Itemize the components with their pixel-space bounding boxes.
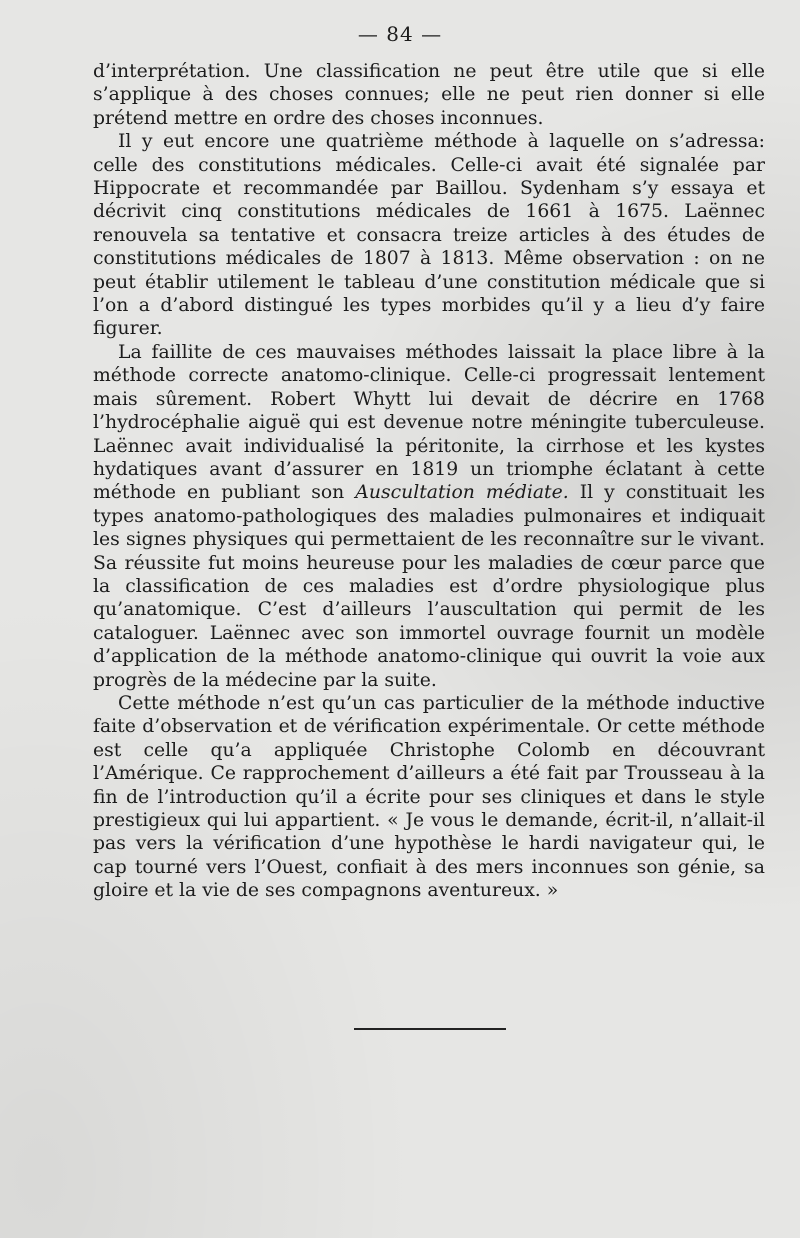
section-end-rule bbox=[354, 1028, 506, 1030]
paragraph-2: Il y eut encore une quatrième méthode à laquelle on s’adressa: celle des constitutions médicales. Celle-ci avait été signalée par Hippocrate et recommandée par Baillou. Sydenham s’y essaya et décrivit cinq constitutions médicales de 1661 à 1675. Laënnec renouvela sa tentative et consacra treize articles à des études de constitutions médicales de 1807 à 1813. Même observation : on ne peut établir utilement le tableau d’une constitution médicale que si l’on a d’abord distingué les types morbides qu’il y a lieu d’y faire figurer. bbox=[93, 131, 765, 340]
paragraph-3-text-before: La faillite de ces mauvaises méthodes laissait la place libre à la méthode correcte anatomo-clinique. Celle-ci progressait lentement mais sûrement. Robert Whytt lui devait de décrire en 1768 l’hydrocéphalie aiguë qui est devenue notre méningite tuberculeuse. Laënnec avait individualisé la péritonite, la cirrhose et les kystes hydatiques avant d’assurer en 1819 un triomphe éclatant à cette méthode en publiant son bbox=[93, 341, 765, 504]
paragraph-3 bbox=[93, 341, 765, 692]
paragraph-1: d’interprétation. Une classification ne peut être utile que si elle s’applique à des choses connues; elle ne peut rien donner si elle prétend mettre en ordre des choses inconnues. bbox=[93, 61, 765, 129]
body-text bbox=[93, 60, 765, 903]
book-title-italic: Auscultation médiate. bbox=[355, 482, 569, 504]
paragraph-4: Cette méthode n’est qu’un cas particulier de la méthode inductive faite d’observation et de vérification expérimentale. Or cette méthode est celle qu’a appliquée Christophe Colomb en découvrant l’Amérique. Ce rapprochement d’ailleurs a été fait par Trousseau à la fin de l’introduction qu’il a écrite pour ses cliniques et dans le style prestigieux qui lui appartient. « Je vous le demande, écrit-il, n’allait-il pas vers la vérification d’une hypothèse le hardi navigateur qui, le cap tourné vers l’Ouest, confiait à des mers inconnues son génie, sa gloire et la vie de ses compagnons aventureux. » bbox=[93, 692, 765, 902]
paragraph-3-text-after: Il y constituait les types anatomo-pathologiques des maladies pulmonaires et indiquait les signes physiques qui permettaient de les reconnaître sur le vivant. Sa réussite fut moins heureuse pour les maladies de cœur parce que la classification de ces maladies est d’ordre physiologique plus qu’anatomique. C’est d’ailleurs l’auscultation qui permit de les cataloguer. Laënnec avec son immortel ouvrage fournit un modèle d’application de la méthode anatomo-clinique qui ouvrit la voie aux progrès de la médecine par la suite. bbox=[93, 482, 766, 691]
page-number: — 84 — bbox=[357, 22, 443, 46]
